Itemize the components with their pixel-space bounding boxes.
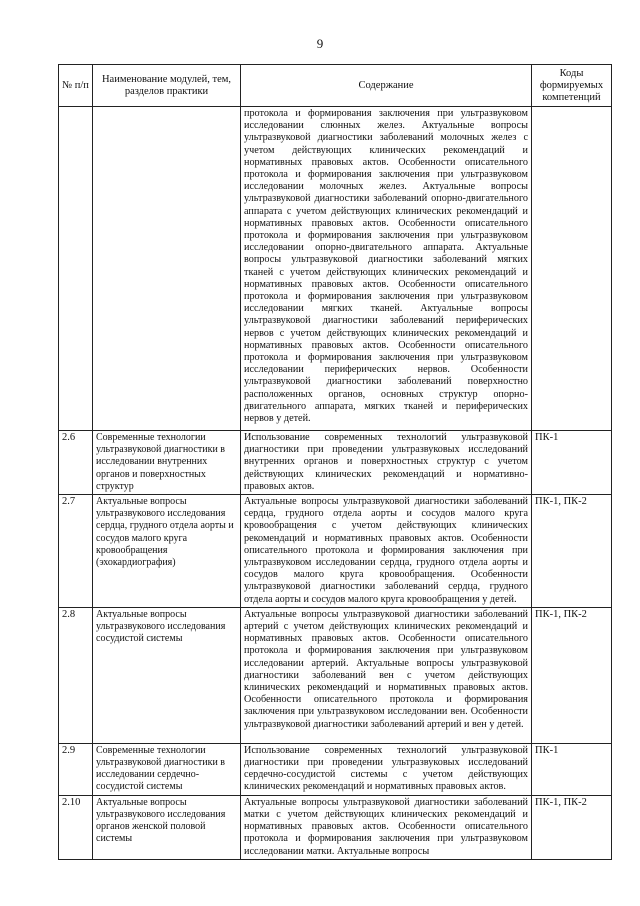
row-content: Актуальные вопросы ультразвуковой диагностики заболеваний артерий с учетом действующих клинических рекомендаций и нормативных правовых актов. Особенности описательного протокола и формирования заключения при ультразвуковом исследовании артерий. Актуальные вопросы ультразвуковой диагностики заболеваний вен с учетом действующих клинических рекомендаций и нормативных правовых актов. Особенности описательного протокола и формирования заключения при ультразвуковом исследовании вен. Особенности ультразвуковой диагностики заболеваний артерий и вен у детей.: [241, 607, 532, 743]
header-num: № п/п: [59, 65, 93, 107]
header-content: Содержание: [241, 65, 532, 107]
row-name: Актуальные вопросы ультразвукового исследования сердца, грудного отдела аорты и сосудов малого круга кровообращения (эхокардиография): [93, 495, 241, 608]
row-content: Использование современных технологий ультразвуковой диагностики при проведении ультразвуковых исследований внутренних органов и поверхностных структур с учетом действующих клинических рекомендаций и нормативно-правовых актов.: [241, 431, 532, 495]
table-row: [59, 795, 612, 859]
table-row: [59, 743, 612, 795]
row-codes: ПК-1: [532, 743, 612, 795]
row-codes: ПК-1, ПК-2: [532, 495, 612, 608]
table-header-row: [59, 65, 612, 107]
row-codes: [532, 107, 612, 431]
row-num: 2.10: [59, 795, 93, 859]
header-name: Наименование модулей, тем, разделов практики: [93, 65, 241, 107]
table-row: [59, 495, 612, 608]
row-num: 2.6: [59, 431, 93, 495]
table-row: [59, 431, 612, 495]
row-num: 2.8: [59, 607, 93, 743]
row-name: Современные технологии ультразвуковой диагностики в исследовании внутренних органов и поверхностных структур: [93, 431, 241, 495]
row-num: 2.7: [59, 495, 93, 608]
table-row: [59, 607, 612, 743]
row-name: Современные технологии ультразвуковой диагностики в исследовании сердечно-сосудистой системы: [93, 743, 241, 795]
header-codes: Коды формируемых компетенций: [532, 65, 612, 107]
page-number: 9: [316, 36, 324, 51]
row-codes: ПК-1: [532, 431, 612, 495]
row-num: [59, 107, 93, 431]
row-content: протокола и формирования заключения при ультразвуковом исследовании слюнных желез. Актуальные вопросы ультразвуковой диагностики заболеваний молочных желез с учетом действующих клинических рекомендаций и нормативных правовых актов. Особенности описательного протокола и формирования заключения при ультразвуковом исследовании молочных желез. Актуальные вопросы ультразвуковой диагностики заболеваний опорно-двигательного аппарата с учетом действующих клинических рекомендаций и нормативных правовых актов. Особенности описательного протокола и формирования заключения при ультразвуковом исследовании опорно-двигательного аппарата. Актуальные вопросы ультразвуковой диагностики заболеваний мягких тканей с учетом действующих клинических рекомендаций и нормативных правовых актов. Особенности описательного протокола и формирования заключения при ультразвуковом исследовании мягких тканей. Актуальные вопросы ультразвуковой диагностики заболеваний периферических нервов с учетом действующих клинических рекомендаций и нормативных правовых актов. Особенности описательного протокола и формирования заключения при ультразвуковом исследовании периферических нервов. Особенности ультразвуковой диагностики заболеваний поверхностно расположенных органов, основных структур опорно-двигательного аппарата, мягких тканей и периферических нервов у детей.: [241, 107, 532, 431]
row-content: Актуальные вопросы ультразвуковой диагностики заболеваний сердца, грудного отдела аорты и сосудов малого круга кровообращения с учетом действующих клинических рекомендаций и нормативных правовых актов. Особенности описательного протокола и формирования заключения при ультразвуковом исследовании сердца, грудного отдела аорты и сосудов малого круга кровообращения. Особенности ультразвуковой диагностики заболеваний сердца, грудного отдела аорты и сосудов малого круга кровообращения у детей.: [241, 495, 532, 608]
table-row: [59, 107, 612, 431]
row-content: Актуальные вопросы ультразвуковой диагностики заболеваний матки с учетом действующих клинических рекомендаций и нормативных правовых актов. Особенности описательного протокола и формирования заключения при ультразвуковом исследовании матки. Актуальные вопросы: [241, 795, 532, 859]
row-content: Использование современных технологий ультразвуковой диагностики при проведении ультразвуковых исследований сердечно-сосудистой системы с учетом действующих клинических рекомендаций и нормативных правовых актов.: [241, 743, 532, 795]
row-name: Актуальные вопросы ультразвукового исследования органов женской половой системы: [93, 795, 241, 859]
row-codes: ПК-1, ПК-2: [532, 607, 612, 743]
row-name: [93, 107, 241, 431]
curriculum-table: [58, 64, 612, 860]
row-name: Актуальные вопросы ультразвукового исследования сосудистой системы: [93, 607, 241, 743]
row-codes: ПК-1, ПК-2: [532, 795, 612, 859]
row-num: 2.9: [59, 743, 93, 795]
